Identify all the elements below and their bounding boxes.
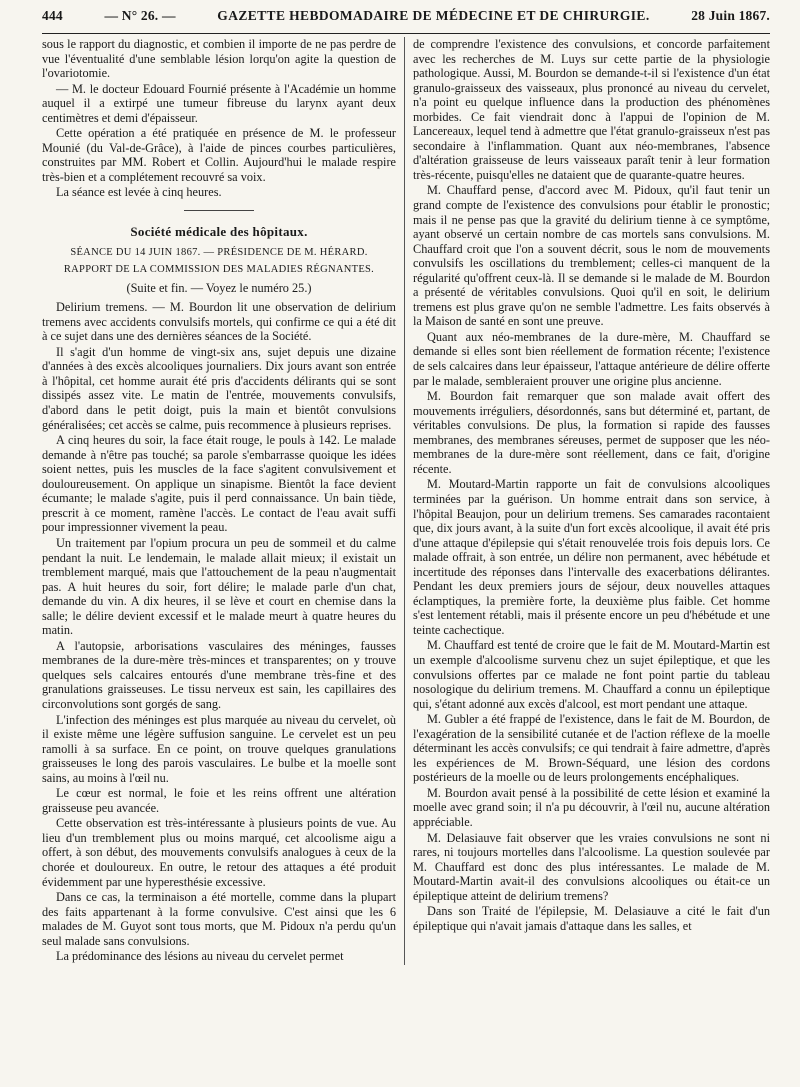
paragraph: M. Chauffard est tenté de croire que le fait de M. Moutard-Martin est un exemple d'alcoolisme survenu chez un sujet épileptique, et que les convulsions offertes par ce malade ne font point partie du tableau nosologique du delirium tremens. M. Chauffard a connu un épileptique qui, s'étant adonné aux excès d'alcool, est mort pendant une attaque. [413,638,770,711]
paragraph: M. Bourdon fait remarquer que son malade avait offert des mouvements irréguliers, désordonnés, sans but déterminé et, partant, de véritables convulsions. De plus, la formation si rapide des fausses membranes, des membranes séreuses, permet de supposer que les néo-membranes de la dure-mère sont réellement, dans ce fait, d'origine récente. [413,389,770,476]
paragraph: M. Moutard-Martin rapporte un fait de convulsions alcooliques terminées par la guérison. Un homme entrait dans son service, à l'hôpital Beaujon, pour un delirium tremens. Ses camarades racontaient que, dix jours avant, à la suite d'un fort excès alcoolique, il avait été pris d'une attaque d'épilepsie qui s'était renouvelée trois fois depuis lors. Ce malade offrait, à son entrée, un délire non permanent, avec hébétude et incertitude des réponses dans l'intervalle des exacerbations délirantes. Pendant les deux premiers jours de séjour, deux nouvelles attaques éclamptiques, la première forte, la deuxième plus faible. Cet homme s'est lentement rétabli, mais il présente encore un peu d'hébétude et une teinte cachectique. [413,477,770,637]
paragraph: Cette observation est très-intéressante à plusieurs points de vue. Au lieu d'un tremblement plus ou moins marqué, cet alcoolisme aigu a offert, à son début, des mouvements convulsifs analogues à ceux de la chorée et douloureux. En outre, le retour des attaques a été produit évidemment par une hyperesthésie excessive. [42,816,396,889]
paragraph: A l'autopsie, arborisations vasculaires des méninges, fausses membranes de la dure-mère très-minces et transparentes; on y trouve quelques sels calcaires entourés d'une membrane très-fine et des granulations graisseuses. Le tissu nerveux est sain, les capillaires des circonvolutions sont gorgés de sang. [42,638,396,711]
paragraph: sous le rapport du diagnostic, et combien il importe de ne pas perdre de vue l'éventualité d'une semblable lésion lorqu'on agite la question de l'ovariotomie. [42,37,396,81]
paragraph: M. Bourdon avait pensé à la possibilité de cette lésion et examiné la moelle avec grand soin; il n'a pu découvrir, à l'œil nu, aucune altération appréciable. [413,785,770,829]
paragraph: Quant aux néo-membranes de la dure-mère, M. Chauffard se demande si elles sont bien réellement de formation récente; l'existence de sels calcaires dans leur épaisseur, l'attaque antérieure de délire offerte par le malade, sembleraient prouver une origine plus ancienne. [413,329,770,388]
paragraph: Un traitement par l'opium procura un peu de sommeil et du calme pendant la nuit. Le lendemain, le malade allait mieux; il existait un tremblement marqué, mais que l'attouchement de la peau n'augmentait pas. A huit heures du soir, fort délire; le malade parle d'un chat, demande du vin. A dix heures, il se lève et court en chemise dans la salle; le délire devient excessif et le malade meurt à quatre heures du matin. [42,535,396,638]
issue-number: — N° 26. — [104,8,176,23]
paragraph: — M. le docteur Edouard Fournié présente à l'Académie un homme auquel il a extirpé une tumeur fibreuse du larynx ayant deux centimètres et demi d'épaisseur. [42,81,396,125]
paragraph: A cinq heures du soir, la face était rouge, le pouls à 142. Le malade demande à n'être pas touché; sa parole s'embarrasse quoique les idées soient nettes, puis les muscles de la face s'agitent convulsivement et douloureusement. On applique un sinapisme. Bientôt la face devient écumante; le malade s'agite, puis il perd connaissance. Un bain tiède, prescrit à ce moment, ramène l'accès. Le contact de l'eau avait suffi pour impressionner vivement la peau. [42,433,396,535]
paragraph: La prédominance des lésions au niveau du cervelet permet [56,949,344,964]
issue-date: 28 Juin 1867. [691,8,770,23]
divider [184,210,254,211]
section-title: Société médicale des hôpitaux. [130,224,308,240]
paragraph: Dans ce cas, la terminaison a été mortelle, comme dans la plupart des faits appartenant à la forme convulsive. C'est ainsi que les 6 malades de M. Guyot sont tous morts, que M. Pidoux n'a perdu qu'un seul malade sans convulsions. [42,890,396,948]
right-column [404,37,770,965]
continuation-note: (Suite et fin. — Voyez le numéro 25.) [126,280,312,295]
page-number: 444 [42,8,63,23]
session-line: SÉANCE DU 14 JUIN 1867. — PRÉSIDENCE DE M. HÉRARD. [70,246,368,258]
paragraph: de comprendre l'existence des convulsions, et concorde parfaitement avec les recherches de M. Luys sur cette partie de la physiologie pathologique. Aussi, M. Bourdon se demande-t-il si l'existence d'un état granulo-graisseux des vaisseaux, plus prononcé au niveau du cervelet, n'a point eu quelque influence dans la production des phénomènes morbides. Ce fait viendrait donc à l'appui de l'opinion de M. Lancereaux, lequel tend à admettre que l'état granulo-graisseux n'est pas secondaire à l'inflammation. Quant aux néo-membranes, l'absence d'altération graisseuse de leurs vaisseaux paraît tenir à leur formation très-récente, puisqu'elles ne dataient que de quarante-quatre heures. [413,37,770,182]
left-column [42,37,404,965]
page-header [42,8,770,34]
paragraph: M. Delasiauve fait observer que les vraies convulsions ne sont ni rares, ni toujours mortelles dans l'alcoolisme. La question soulevée par M. Chauffard est donc des plus intéressantes. Le malade de M. Moutard-Martin avait-il des convulsions alcooliques ou était-ce un épileptique atteint de delirium tremens? [413,830,770,903]
paragraph: Dans son Traité de l'épilepsie, M. Delasiauve a cité le fait d'un épileptique qui n'avait jamais d'attaque dans les salles, et [413,904,770,933]
report-line: RAPPORT DE LA COMMISSION DES MALADIES RÉGNANTES. [63,264,375,276]
paragraph: M. Gubler a été frappé de l'existence, dans le fait de M. Bourdon, de l'exagération de la sensibilité cutanée et de l'action réflexe de la moelle déterminant les accès convulsifs; ce qui tendrait à faire admettre, d'après les expériences de M. Brown-Séquard, une lésion des cordons postérieurs de la moelle ou de leurs prolongements encéphaliques. [413,712,770,785]
paragraph: Cette opération a été pratiquée en présence de M. le professeur Mounié (du Val-de-Grâce), à l'aide de pinces courbes particulières, construites par MM. Robert et Collin. Aujourd'hui le malade respire très-bien et a complétement recouvré sa voix. [42,126,396,184]
paragraph: Le cœur est normal, le foie et les reins offrent une altération graisseuse peu avancée. [42,786,396,815]
paragraph: Il s'agit d'un homme de vingt-six ans, sujet depuis une dizaine d'années à des excès alcooliques journaliers. Dix jours avant son entrée à l'hôpital, cet homme aurait été pris d'accidents délirants qui se sont dissipés assez vite. Le matin de l'entrée, mouvements convulsifs, d'abord dans le petit doigt, puis la main et bientôt convulsions généralisées; cet accès se calme, puis recommence à plusieurs reprises. [42,344,396,432]
paragraph: Delirium tremens. — M. Bourdon lit une observation de delirium tremens avec accidents convulsifs mortels, qui confirme ce qui a été dit à ce sujet dans une des dernières séances de la Société. [42,300,396,344]
journal-title: GAZETTE HEBDOMADAIRE DE MÉDECINE ET DE CHIRURGIE. [217,8,650,23]
paragraph: M. Chauffard pense, d'accord avec M. Pidoux, qu'il faut tenir un grand compte de l'existence des convulsions pour établir le pronostic; mais il ne pense pas que la gravité du delirium tienne à ce symptôme, ayant observé un certain nombre de cas mortels sans convulsions. M. Chauffard croit que l'on a souvent décrit, sous le nom de mouvements convulsifs les oscillations du tremblement; celles-ci manquent de la régularité qu'offrent ceux-là. Il se demande si le malade de M. Bourdon a présenté de véritables convulsions. Quoi qu'il en soit, le delirium tremens est plus grave qu'on ne semble l'admettre. Les faits observés à la Maison de santé en sont une preuve. [413,183,770,329]
two-column-body [42,37,770,965]
paragraph: La séance est levée à cinq heures. [56,185,222,200]
paragraph: L'infection des méninges est plus marquée au niveau du cervelet, où il existe même une légère suffusion sanguine. Le cervelet est un peu ramolli à sa surface. En ce point, on trouve quelques granulations graisseuses le long des parois vasculaires. Le bulbe et la moelle sont sains, au moins à l'œil nu. [42,712,396,785]
